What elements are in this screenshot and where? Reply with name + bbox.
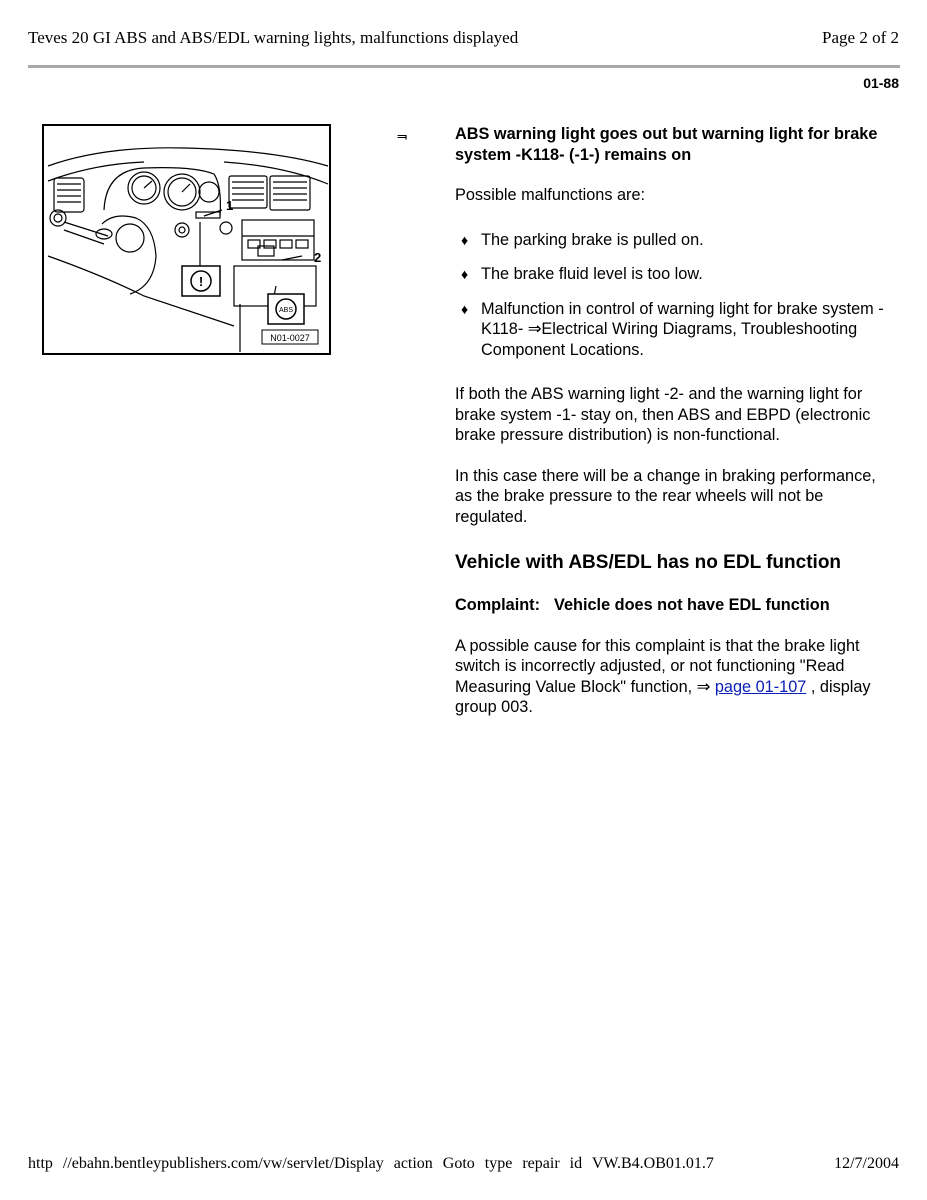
figure-code-label: N01-0027: [270, 333, 310, 343]
list-item-text: The brake fluid level is too low.: [481, 265, 703, 283]
list-item-text: Malfunction in control of warning light for brake system -K118- ⇒Electrical Wiring Diagrams, Troubleshooting: [481, 299, 884, 338]
abs-warning-symbol: ABS: [278, 307, 294, 314]
list-item: [455, 299, 895, 361]
diamond-bullet-icon: ♦: [461, 266, 469, 282]
diamond-bullet-icon: ♦: [461, 300, 469, 317]
section1-paragraph-2: In this case there will be a change in braking performance, as the brake pressure to the rear wheels will not be regulated.: [455, 466, 876, 526]
paragraph-text-end: , display group 003.: [455, 677, 871, 716]
malfunction-list: [455, 230, 895, 361]
footer-url: http //ebahn.bentleypublishers.com/vw/servlet/Display action Goto type repair id VW.B4.OB01.01.7: [28, 1155, 714, 1172]
document-title: Teves 20 GI ABS and ABS/EDL warning lights, malfunctions displayed: [28, 28, 519, 47]
header-divider: [28, 65, 900, 68]
dashboard-illustration: [42, 124, 331, 355]
document-number: 01-88: [863, 75, 899, 91]
complaint-line: [455, 595, 895, 616]
main-content: [455, 124, 895, 718]
page-indicator: Page 2 of 2: [822, 28, 899, 47]
section1-intro: Possible malfunctions are:: [455, 186, 646, 204]
complaint-label: Complaint:: [455, 596, 541, 614]
callout-1: 1: [226, 198, 234, 213]
section1-heading: ABS warning light goes out but warning light for brake system -K118- (-1-) remains on: [455, 125, 878, 164]
list-item-text-end: Component Locations.: [481, 340, 644, 359]
brake-warning-symbol: !: [198, 274, 204, 289]
diamond-bullet-icon: ♦: [461, 231, 469, 248]
callout-2: 2: [314, 250, 322, 265]
list-item: [455, 264, 895, 285]
section1-paragraph-1: If both the ABS warning light -2- and the warning light for brake system -1- stay on, then ABS and EBPD (electronic brake pressure distribution) is non-functional.: [455, 385, 871, 444]
list-item-text: The parking brake is pulled on.: [481, 230, 704, 249]
dashboard-drawing: [44, 126, 329, 353]
section2-paragraph: [455, 636, 895, 718]
list-item: [455, 230, 895, 251]
footer-date: 12/7/2004: [834, 1155, 899, 1172]
arrow-pointer-icon: ⫬: [397, 124, 408, 144]
section2-heading: Vehicle with ABS/EDL has no EDL function: [455, 552, 842, 573]
paragraph-text: A possible cause for this complaint is that the brake light switch is incorrectly adjusted, or not functioning "Read Measuring Value Block" function, ⇒: [455, 636, 860, 696]
page-link[interactable]: page 01-107: [714, 677, 807, 696]
complaint-text: Vehicle does not have EDL function: [554, 596, 830, 614]
